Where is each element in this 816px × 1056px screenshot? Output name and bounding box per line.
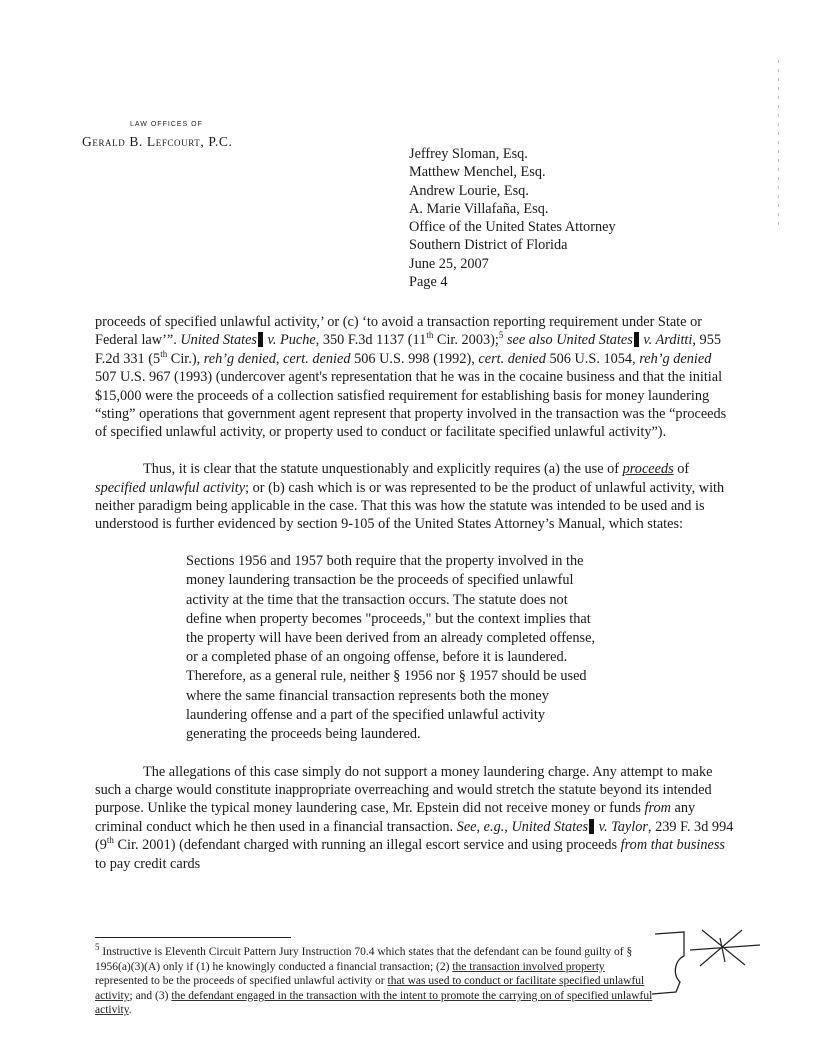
emphasis: from that business <box>620 837 725 854</box>
case-citation: United States <box>180 332 257 349</box>
text: , 955 F.2d 331 (5 <box>95 332 721 367</box>
addressee-line: Matthew Menchel, Esq. <box>409 164 546 181</box>
superscript: th <box>106 835 114 846</box>
bracket-mark <box>652 932 684 994</box>
procedural-history: cert. denied <box>478 350 546 367</box>
addressee-line: Andrew Lourie, Esq. <box>409 182 529 199</box>
block-quote: Sections 1956 and 1957 both require that the property involved in the money laundering transaction be the proceeds of specified unlawful activity at the time that the transaction occurs. The statute does not define when property becomes "proceeds," but the context implies that the property will have been derived from an already completed offense, or a completed phase of an ongoing offense, before it is laundered. Therefore, as a general rule, neither § 1956 nor § 1957 should be used where the same financial transaction represents both the money laundering offense and a part of the specified unlawful activity generating the proceeds being laundered. <box>186 553 596 743</box>
text: 506 U.S. 998 (1992), <box>350 350 479 367</box>
footnote-reference: 5 <box>498 330 504 341</box>
text: 506 U.S. 1054, <box>545 350 640 367</box>
addressee-line: Jeffrey Sloman, Esq. <box>409 146 528 162</box>
text: 507 U.S. 967 (1993) (undercover agent's representation that he was in the cocaine business and that the initial $15,000 were the proceeds of a collection satisfied requirement for establishing basis for money laundering “sting” operations that government agent represent that property involved in the transaction was the “proceeds of specified unlawful activity, or property used to conduct or facilitate specified unlawful activity”). <box>95 369 727 441</box>
text: any criminal conduct which he then used in a financial transaction. <box>95 800 696 835</box>
addressee-line: Southern District of Florida <box>409 237 568 254</box>
text: proceeds of specified unlawful activity,’ or (c) ‘to avoid a transaction reporting requirement under State or Federal law’”. <box>95 314 702 349</box>
addressee-line: A. Marie Villafaña, Esq. <box>409 200 549 217</box>
text: Cir.), <box>167 350 204 367</box>
handwritten-underline: that was used to conduct or facilitate specified unlawful activity <box>95 975 645 1002</box>
case-citation: v. Taylor <box>595 818 648 835</box>
text: to pay credit cards <box>95 855 201 872</box>
handwritten-underline: the defendant engaged in the transaction with the intent to promote the carrying on of specified unlawful activity <box>95 989 653 1017</box>
text: Thus, it is clear that the statute unquestionably and explicitly requires (a) the use of <box>143 461 623 478</box>
emphasis: from <box>644 800 671 817</box>
emphasis: specified unlawful activity <box>95 479 246 496</box>
text: of <box>673 461 690 478</box>
firm-name: Gerald B. Lefcourt, P.C. <box>82 134 233 149</box>
superscript: th <box>426 330 434 341</box>
text: Instructive is Eleventh Circuit Pattern Jury Instruction 70.4 which states that the defendant can be found guilty of § 1956(a)(3)(A) only if (1) he knowingly conducted a financial transaction; (2) <box>95 946 633 973</box>
text: , 350 F.3d 1137 (11 <box>315 332 427 349</box>
text: Cir. 2003); <box>433 332 499 349</box>
case-citation: United States <box>556 332 633 349</box>
text: ; and (3) <box>129 989 172 1002</box>
footnote-number: 5 <box>95 942 100 953</box>
procedural-history: reh’g denied, cert. denied <box>203 350 351 367</box>
emphasis: proceeds <box>622 461 674 478</box>
page-number: Page 4 <box>409 274 448 291</box>
text: . <box>128 1004 132 1017</box>
text: The allegations of this case simply do not support a money laundering charge. Any attempt to make such a charge would constitute inappropriate overreaching and would stretch the statute beyond its intended purpose. Unlike the typical money laundering case, Mr. Epstein did not receive money or funds <box>95 763 713 817</box>
case-citation: v. Puche <box>263 332 316 349</box>
procedural-history: reh’g denied <box>639 350 712 367</box>
letterhead-caption: LAW OFFICES OF <box>130 121 203 128</box>
case-citation: v. Arditti <box>639 332 693 349</box>
superscript: th <box>160 349 168 360</box>
case-citation: See, e.g., United States <box>456 818 589 835</box>
text: Cir. 2001) (defendant charged with running an illegal escort service and using proceeds <box>113 837 621 854</box>
text: represented to be the proceeds of specified unlawful activity or <box>95 975 388 988</box>
asterisk-mark <box>690 930 760 966</box>
signal-phrase: see also <box>506 332 553 349</box>
addressee-line: Office of the United States Attorney <box>409 219 616 236</box>
handwritten-underline: the transaction involved property <box>452 960 605 973</box>
letter-date: June 25, 2007 <box>409 255 489 272</box>
text: , 239 F. 3d 994 (9 <box>95 818 734 854</box>
text: ; or (b) cash which is or was represented to be the product of unlawful activity, with neither paradigm being applicable in the case. That this was how the statute was intended to be used and is understood is further evidenced by section 9-105 of the United States Attorney’s Manual, which states: <box>95 479 725 533</box>
